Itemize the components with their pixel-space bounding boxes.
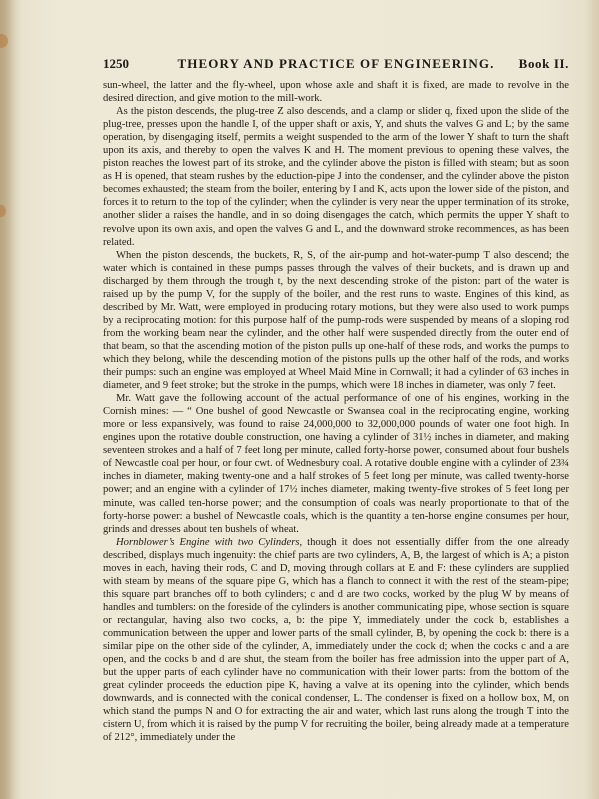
page-binding-shadow — [0, 0, 14, 799]
paragraph-hornblower — [103, 536, 569, 745]
running-title: THEORY AND PRACTICE OF ENGINEERING. — [177, 56, 495, 71]
paragraph: sun-wheel, the latter and the fly-wheel, upon whose axle and shaft it is fixed, are made to revolve in the desired direction, and give motion to the mill-work. — [103, 80, 569, 105]
section-heading: Hornblower’s Engine with two Cylinders, — [116, 536, 303, 548]
paragraph-text: though it does not essentially differ from the one already described, displays much ingenuity: the chief parts are two cylinders, A, B, the largest of which is A; a piston moves in each, having their rods, C and D, moving through collars at E and F: these cylinders are supplied with steam by means of the square pipe G, which has a flanch to connect it with the rest of the steam-pipe; this square part branches off to both cylinders; c and d are two cocks, worked by the plug W by means of handles and tumblers: on the foreside of the cylinders is another communicating pipe, whose section is square or rectangular, having also two cocks, a, b: the pipe Y, immediately under the cock b, establishes a communication between the upper and lower parts of the small cylinder, B, by opening the cock b: there is a similar pipe on the other side of the cylinder, A, immediately under the cock d; when the cocks c and a are open, and the cocks b and d are shut, the steam from the boiler has free admission into the upper part of A, but the upper parts of each cylinder have no communication with their lower parts: from the bottom of the great cylinder proceeds the eduction pipe K, having a valve at its opening into the cylinder, which bends downwards, and is connected with the conical condenser, L. The condenser is fixed on a hollow box, M, on which stand the pumps N and O for extracting the air and water, which last runs along the trough T into the cistern U, from which it is raised by the pump V for recruiting the boiler, being already made at a temperature of 212°, immediately under the — [103, 536, 569, 744]
paragraph: Mr. Watt gave the following account of the actual performance of one of his engines, working in the Cornish mines: — “ One bushel of good Newcastle or Swansea coal in the reciprocating engine, working more or less expansively, was found to raise 24,000,000 to 32,000,000 pounds of water one foot high. In engines upon the rotative double construction, one having a cylinder of 31½ inches in diameter, and making seventeen strokes and a half of 7 feet long per minute, called forty-horse power, consumed about four bushels of Newcastle coal per hour, or four cwt. of Wednesbury coal. A rotative double engine with a cylinder of 23¾ inches in diameter, making twenty-one and a half strokes of 5 feet long per minute, was called twenty-horse power; and an engine with a cylinder of 17½ inches diameter, making twenty-five strokes of 5 feet long per minute, was called ten-horse power; and the consumption of coals was nearly proportionate to that of the forty-horse power: a bushel of Newcastle coals, which is the quantity a ten-horse engine consumes per hour, grinds and dresses about ten bushels of wheat. — [103, 393, 569, 535]
running-header — [103, 56, 569, 76]
book-label: Book II. — [518, 56, 569, 71]
body-text — [103, 79, 569, 744]
paragraph: When the piston descends, the buckets, R, S, of the air-pump and hot-water-pump T also descend; the water which is contained in these pumps passes through the valves of their buckets, and is drawn up and discharged by them through the trough t, by the next descending stroke of the piston: part of the water is raised up by the pump V, for the supply of the boiler, and the rest runs to waste. Engines of this kind, as described by Mr. Watt, were employed in producing rotary motions, but they were also used to work pumps by a reciprocating motion: for this purpose half of the pump-rods were suspended by means of a sloping rod from the working beam near the cylinder, and the other half were suspended directly from the outer end of that beam, so that the ascending motion of the piston pulls up one-half of these rods, and works the pumps to which they belong, while the descending motion of the pistons pulls up the other half of the rods, and works their pumps: such an engine was employed at Wheel Maid Mine in Cornwall; it had a cylinder of 63 inches in diameter, and 9 feet stroke; but the stroke in the pumps, which were 18 inches in diameter, was only 7 feet. — [103, 249, 569, 392]
paragraph: As the piston descends, the plug-tree Z also descends, and a clamp or slider q, fixed upon the slide of the plug-tree, presses upon the handle I, of the upper shaft or axis, Y, and shuts the valves G and L; by the same operation, by disengaging itself, permits a weight suspended to the arm of the lower Y shaft to turn the shaft upon its axis, and thereby to open the valves K and H. The moment previous to opening these valves, the piston reaches the lowest part of its stroke, and the cylinder above the piston is filled with steam; but as soon as H is opened, that steam rushes by the eduction-pipe J into the condenser, and the cylinder above the piston becomes exhausted; the steam from the boiler, entering by I and K, acts upon the lower side of the piston, and forces it to return to the top of the cylinder; when the cylinder is very near the upper termination of its stroke, another slider a raises the handle, and in so doing disengages the catch, which permits the upper Y shaft to revolve upon its own axis, and open the valves G and L, and the downward stroke recommences, as has been related. — [103, 106, 569, 248]
page-number: 1250 — [103, 56, 129, 71]
